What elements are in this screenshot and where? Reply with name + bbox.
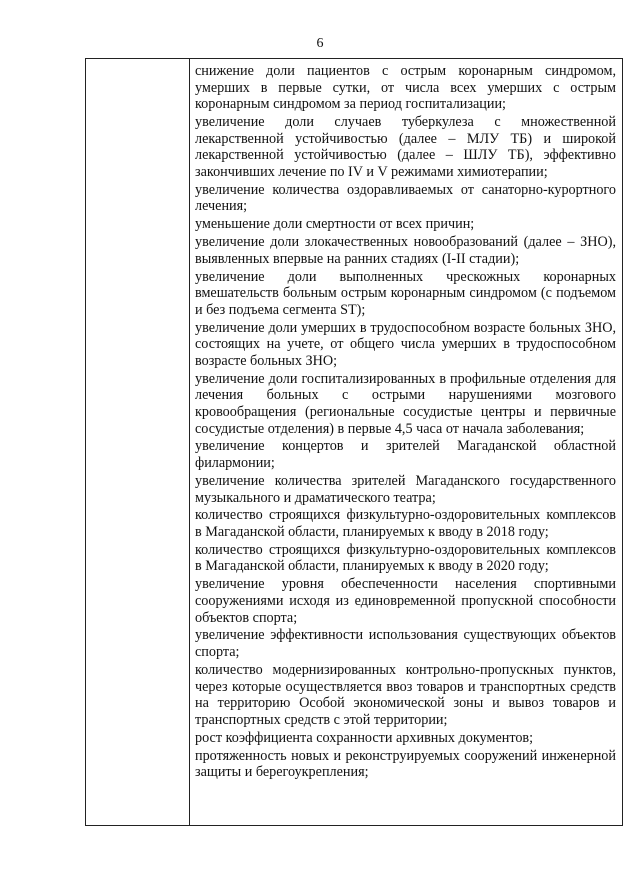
indicator-item: увеличение доли госпитализированных в профильные отделения для лечения больных с острыми нарушениями мозгового кровообращения (региональные сосудистые центры и первичные сосудистые отделения) в первые 4,5 часа от начала заболевания; [195, 370, 616, 437]
indicator-item: увеличение количества зрителей Магаданского государственного музыкального и драматического театра; [195, 472, 616, 506]
indicator-item: увеличение доли умерших в трудоспособном возрасте больных ЗНО, состоящих на учете, от общего числа умерших в трудоспособном возрасте больных ЗНО; [195, 319, 616, 369]
indicator-item: увеличение доли случаев туберкулеза с множественной лекарственной устойчивостью (далее – МЛУ ТБ) и широкой лекарственной устойчивостью (далее – ШЛУ ТБ), эффективно закончивших лечение по IV и V режимами химиотерапии; [195, 114, 616, 180]
page-number: 6 [316, 36, 324, 51]
indicator-item: количество строящихся физкультурно-оздоровительных комплексов в Магаданской области, планируемых к вводу в 2020 году; [195, 541, 616, 575]
indicator-item: увеличение эффективности использования существующих объектов спорта; [195, 627, 616, 661]
table-left-column [86, 59, 190, 825]
indicator-item: увеличение уровня обеспеченности населения спортивными сооружениями исходя из единовременной пропускной способности объектов спорта; [195, 576, 616, 626]
indicator-item: увеличение доли выполненных чрескожных коронарных вмешательств больным острым коронарным синдромом (с подъемом и без подъема сегмента ST); [195, 268, 616, 318]
indicator-item: снижение доли пациентов с острым коронарным синдромом, умерших в первые сутки, от числа всех умерших с острым коронарным синдромом за период госпитализации; [195, 63, 616, 113]
indicator-item: количество строящихся физкультурно-оздоровительных комплексов в Магаданской области, планируемых к вводу в 2018 году; [195, 507, 616, 540]
indicator-item: протяженность новых и реконструируемых сооружений инженерной защиты и берегоукрепления; [195, 747, 616, 781]
indicator-item: увеличение количества оздоравливаемых от санаторно-курортного лечения; [195, 181, 616, 215]
indicator-item: уменьшение доли смертности от всех причин; [195, 216, 475, 233]
document-table [85, 58, 623, 826]
indicator-item: количество модернизированных контрольно-пропускных пунктов, через которые осуществляется ввоз товаров и транспортных средств на территорию Особой экономической зоны и вывоз товаров и транспортных средств с этой территории; [195, 661, 616, 728]
indicator-item: увеличение доли злокачественных новообразований (далее – ЗНО), выявленных впервые на ранних стадиях (I-II стадии); [195, 234, 616, 267]
indicator-item: увеличение концертов и зрителей Магаданской областной филармонии; [195, 438, 616, 472]
table-right-column [190, 59, 622, 825]
indicator-item: рост коэффициента сохранности архивных документов; [195, 729, 534, 746]
